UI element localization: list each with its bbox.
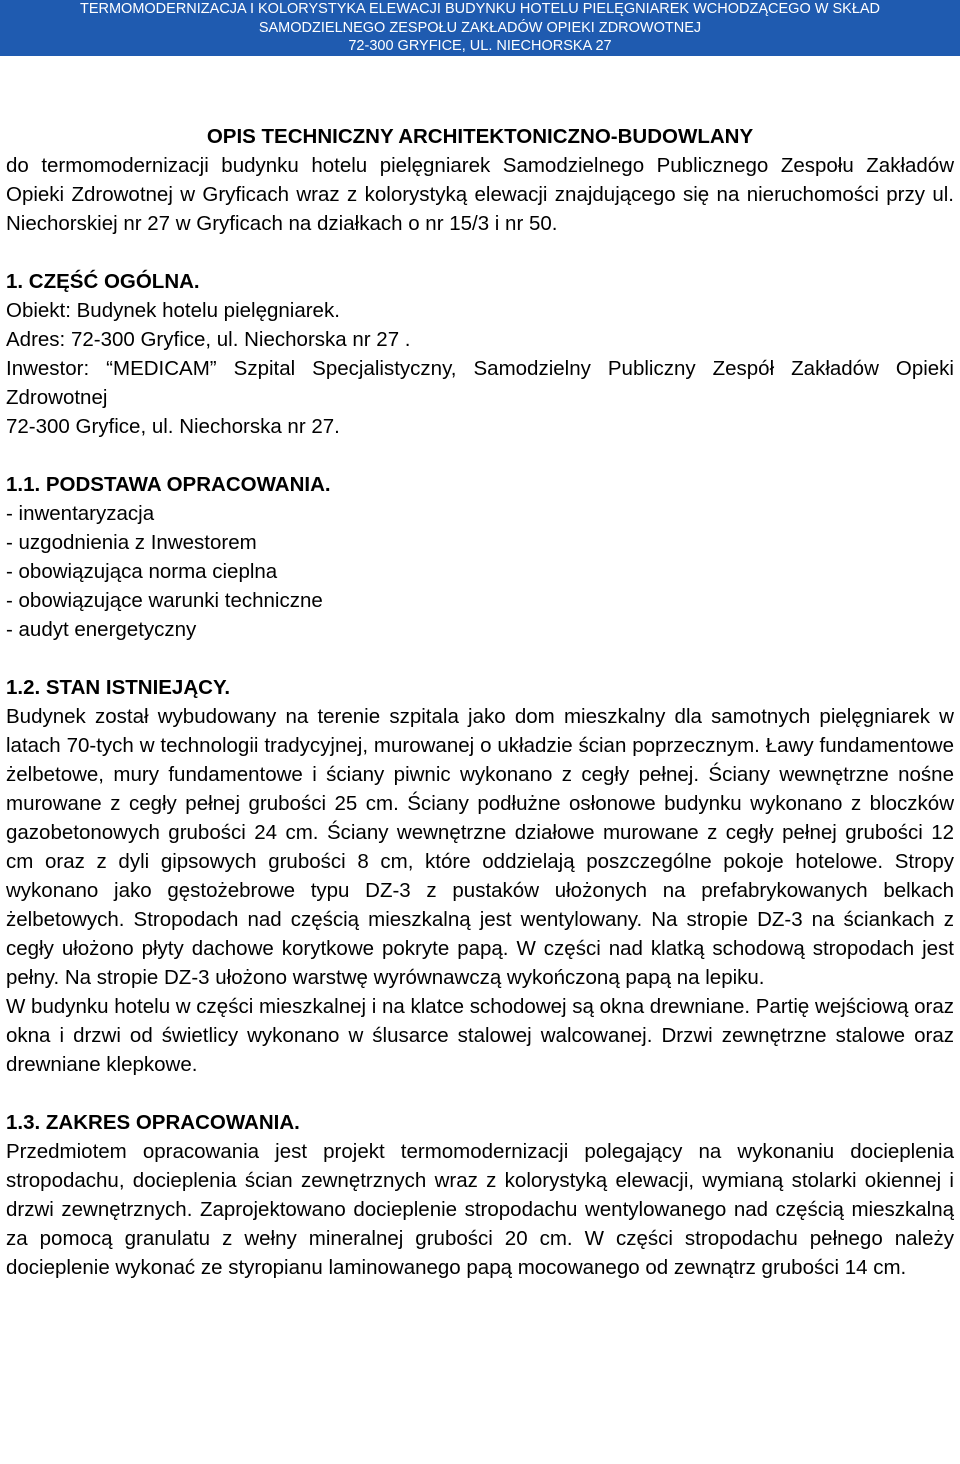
section-1-3-heading: 1.3. ZAKRES OPRACOWANIA. — [6, 1111, 300, 1134]
page-header — [0, 0, 960, 56]
header-line-2: SAMODZIELNEGO ZESPOŁU ZAKŁADÓW OPIEKI ZDROWOTNEJ — [258, 19, 702, 36]
section-1-2-heading: 1.2. STAN ISTNIEJĄCY. — [6, 676, 231, 699]
object-line: Obiekt: Budynek hotelu pielęgniarek. — [6, 299, 340, 322]
document-title: OPIS TECHNICZNY ARCHITEKTONICZNO-BUDOWLANY — [206, 125, 754, 148]
list-item: - inwentaryzacja — [6, 502, 155, 525]
address-line: Adres: 72-300 Gryfice, ul. Niechorska nr 27 . — [6, 328, 411, 351]
list-item: - uzgodnienia z Inwestorem — [6, 531, 257, 554]
header-line-3: 72-300 GRYFICE, UL. NIECHORSKA 27 — [348, 38, 612, 54]
existing-state-paragraph-2: W budynku hotelu w części mieszkalnej i na klatce schodowej są okna drewniane. Partię wejściową oraz okna i drzwi od świetlicy wykonano w ślusarce stalowej walcowanej. Drzwi zewnętrzne stalowe oraz drewniane klepkowe. — [6, 995, 955, 1076]
section-1-1-heading: 1.1. PODSTAWA OPRACOWANIA. — [6, 473, 331, 496]
list-item: - obowiązujące warunki techniczne — [6, 589, 323, 612]
header-line-1: TERMOMODERNIZACJA I KOLORYSTYKA ELEWACJI BUDYNKU HOTELU PIELĘGNIAREK WCHODZĄCEGO W SKŁAD — [79, 1, 881, 17]
investor-address-line: 72-300 Gryfice, ul. Niechorska nr 27. — [6, 415, 340, 438]
scope-paragraph: Przedmiotem opracowania jest projekt termomodernizacji polegający na wykonaniu docieplenia stropodachu, docieplenia ścian zewnętrznych wraz z kolorystyką elewacji, wymianą stolarki okiennej i drzwi zewnętrznych. Zaprojektowano docieplenie stropodachu wentylowanego nad częścią mieszkalną za pomocą granulatu z wełny mineralnej grubości 20 cm. W części stropodachu pełnego należy docieplenie wykonać ze styropianu laminowanego papą mocowanego od zewnątrz grubości 14 cm. — [6, 1140, 954, 1279]
document-intro: do termomodernizacji budynku hotelu pielęgniarek Samodzielnego Publicznego Zespołu Zakładów Opieki Zdrowotnej w Gryficach wraz z kolorystyką elewacji znajdującego się na nieruchomości przy ul. Niechorskiej nr 27 w Gryficach na działkach o nr 15/3 i nr 50. — [6, 154, 954, 235]
document-body — [6, 122, 954, 1282]
list-item: - audyt energetyczny — [6, 618, 197, 641]
section-1-heading: 1. CZĘŚĆ OGÓLNA. — [6, 270, 200, 293]
list-item: - obowiązująca norma cieplna — [6, 560, 278, 583]
existing-state-paragraph-1: Budynek został wybudowany na terenie szpitala jako dom mieszkalny dla samotnych pielęgniarek w latach 70-tych w technologii tradycyjnej, murowanej o układzie ścian poprzecznym. Ławy fundamentowe żelbetowe, mury fundamentowe i ściany piwnic wykonano z cegły pełnej. Ściany wewnętrzne nośne murowane z cegły pełnej grubości 25 cm. Ściany podłużne osłonowe budynku wykonano z bloczków gazobetonowych grubości 24 cm. Ściany wewnętrzne działowe murowane z cegły pełnej grubości 12 cm oraz z dyli gipsowych grubości 8 cm, które oddzielają poszczególne pokoje hotelowe. Stropy wykonano jako gęstożebrowe typu DZ-3 z pustaków ułożonych na prefabrykowanych belkach żelbetowych. Stropodach nad częścią mieszkalną jest wentylowany. Na stropie DZ-3 na ściankach z cegły ułożono płyty dachowe korytkowe pokryte papą. W części nad klatką schodową stropodach jest pełny. Na stropie DZ-3 ułożono warstwę wyrównawczą wykończoną papą na lepiku. — [6, 705, 954, 989]
investor-line: Inwestor: “MEDICAM” Szpital Specjalistyczny, Samodzielny Publiczny Zespół Zakładów Opieki Zdrowotnej — [6, 357, 954, 409]
